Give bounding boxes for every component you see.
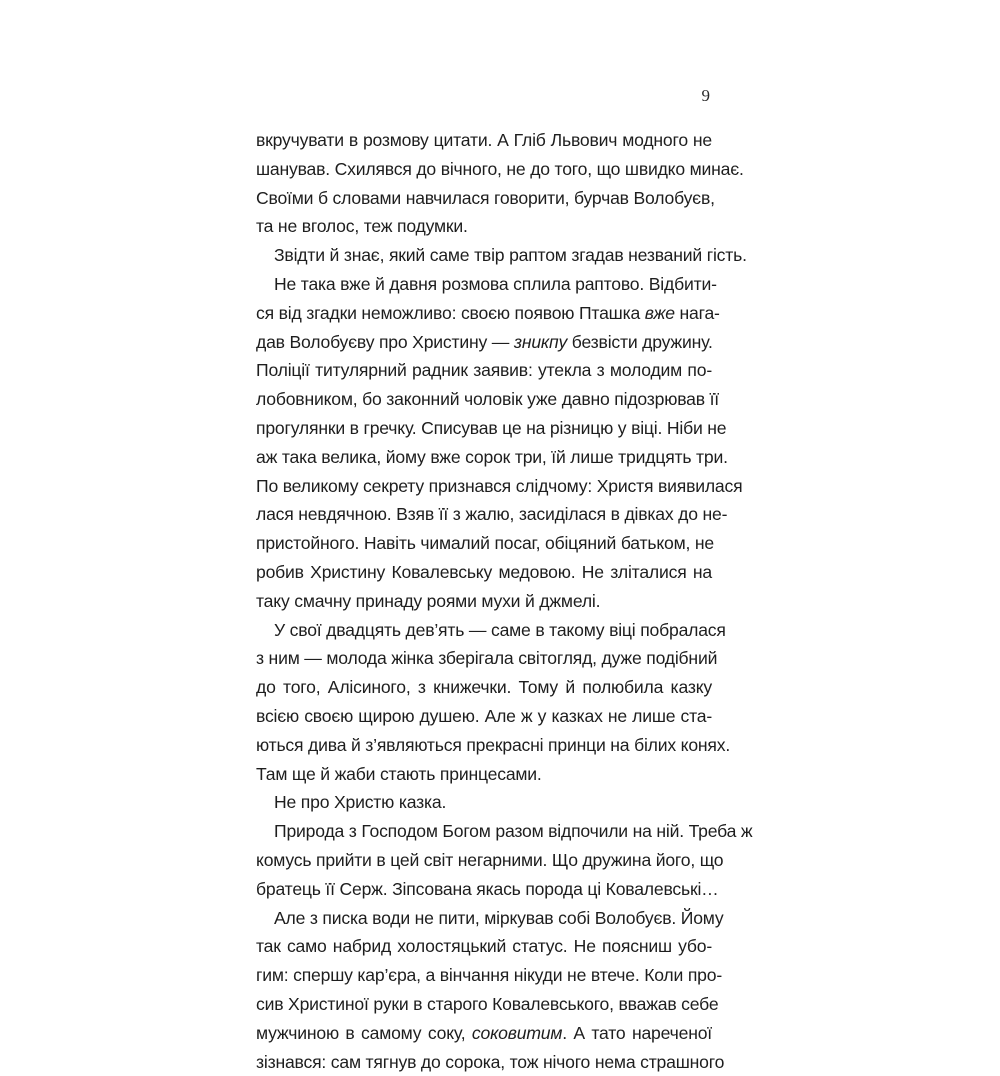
- italic-text: вже: [645, 303, 675, 323]
- text-segment: робив Христину Ковалевську медовою. Не зліталися на: [256, 562, 712, 582]
- text-line: [256, 558, 712, 587]
- text-line: [256, 443, 712, 472]
- text-line: [256, 961, 712, 990]
- text-segment: Поліції титулярний радник заявив: утекла з молодим по-: [256, 360, 712, 380]
- text-segment: пристойного. Навіть чималий посаг, обіцяний батьком, не: [256, 533, 714, 553]
- text-segment: вкручувати в розмову цитати. А Гліб Львович модного не: [256, 130, 712, 150]
- text-segment: безвісти дружину.: [567, 332, 713, 352]
- text-line: [256, 385, 712, 414]
- text-segment: нага-: [675, 303, 720, 323]
- text-segment: гим: спершу кар’єра, а вінчання нікуди не втече. Коли про-: [256, 965, 722, 985]
- text-line: [256, 846, 712, 875]
- text-segment: Звідти й знає, який саме твір раптом згадав незваний гість.: [274, 245, 747, 265]
- text-line: [256, 644, 712, 673]
- text-line: [256, 788, 712, 817]
- text-segment: Там ще й жаби стають принцесами.: [256, 764, 542, 784]
- text-segment: . А тато нареченої: [562, 1023, 712, 1043]
- text-segment: ються дива й з’являються прекрасні принци на білих конях.: [256, 735, 730, 755]
- text-line: [256, 472, 712, 501]
- text-segment: дав Волобуєву про Христину —: [256, 332, 514, 352]
- text-line: [256, 356, 712, 385]
- text-line: [256, 184, 712, 213]
- text-line: [256, 616, 712, 645]
- text-segment: шанував. Схилявся до вічного, не до того, що швидко минає.: [256, 159, 744, 179]
- text-segment: братець її Серж. Зіпсована якась порода ці Ковалевські…: [256, 879, 719, 899]
- text-segment: до того, Алісиного, з книжечки. Тому й полюбила казку: [256, 677, 712, 697]
- italic-text: зникпу: [514, 332, 567, 352]
- text-segment: прогулянки в гречку. Списував це на різницю у віці. Ніби не: [256, 418, 726, 438]
- text-segment: ся від згадки неможливо: своєю появою Пташка: [256, 303, 645, 323]
- text-segment: так само набрид холостяцький статус. Не поясниш убо-: [256, 936, 712, 956]
- text-segment: лася невдячною. Взяв її з жалю, засиділася в дівках до не-: [256, 504, 727, 524]
- text-line: [256, 212, 712, 241]
- text-segment: таку смачну принаду роями мухи й джмелі.: [256, 591, 600, 611]
- text-line: [256, 760, 712, 789]
- text-line: [256, 875, 712, 904]
- page-number: 9: [690, 86, 710, 106]
- text-line: [256, 414, 712, 443]
- text-line: [256, 126, 712, 155]
- text-segment: Але з писка води не пити, міркував собі Волобуєв. Йому: [274, 908, 723, 928]
- text-segment: комусь прийти в цей світ негарними. Що дружина його, що: [256, 850, 723, 870]
- text-segment: мужчиною в самому соку,: [256, 1023, 472, 1043]
- text-segment: Не така вже й давня розмова сплила раптово. Відбити-: [274, 274, 717, 294]
- text-line: [256, 529, 712, 558]
- text-line: [256, 1048, 712, 1076]
- text-line: [256, 299, 712, 328]
- body-text: [256, 126, 712, 1076]
- text-line: [256, 155, 712, 184]
- text-line: [256, 328, 712, 357]
- text-line: [256, 270, 712, 299]
- text-segment: аж така велика, йому вже сорок три, їй лише тридцять три.: [256, 447, 728, 467]
- text-segment: По великому секрету признався слідчому: Христя виявилася: [256, 476, 742, 496]
- text-segment: Природа з Господом Богом разом відпочили на ній. Треба ж: [274, 821, 752, 841]
- text-line: [256, 702, 712, 731]
- text-segment: зізнався: сам тягнув до сорока, тож нічого нема страшного: [256, 1052, 724, 1072]
- text-line: [256, 932, 712, 961]
- text-line: [256, 990, 712, 1019]
- text-line: [256, 1019, 712, 1048]
- text-line: [256, 500, 712, 529]
- text-segment: та не вголос, теж подумки.: [256, 216, 468, 236]
- text-line: [256, 731, 712, 760]
- text-segment: Своїми б словами навчилася говорити, бурчав Волобуєв,: [256, 188, 715, 208]
- text-line: [256, 241, 712, 270]
- text-segment: всією своєю щирою душею. Але ж у казках не лише ста-: [256, 706, 712, 726]
- text-line: [256, 673, 712, 702]
- text-segment: У свої двадцять дев’ять — саме в такому віці побралася: [274, 620, 726, 640]
- text-segment: з ним — молода жінка зберігала світогляд, дуже подібний: [256, 648, 717, 668]
- text-segment: сив Христиної руки в старого Ковалевського, вважав себе: [256, 994, 718, 1014]
- text-line: [256, 587, 712, 616]
- text-segment: Не про Христю казка.: [274, 792, 446, 812]
- italic-text: соковитим: [472, 1023, 562, 1043]
- text-segment: лобовником, бо законний чоловік уже давно підозрював її: [256, 389, 719, 409]
- text-line: [256, 817, 712, 846]
- text-line: [256, 904, 712, 933]
